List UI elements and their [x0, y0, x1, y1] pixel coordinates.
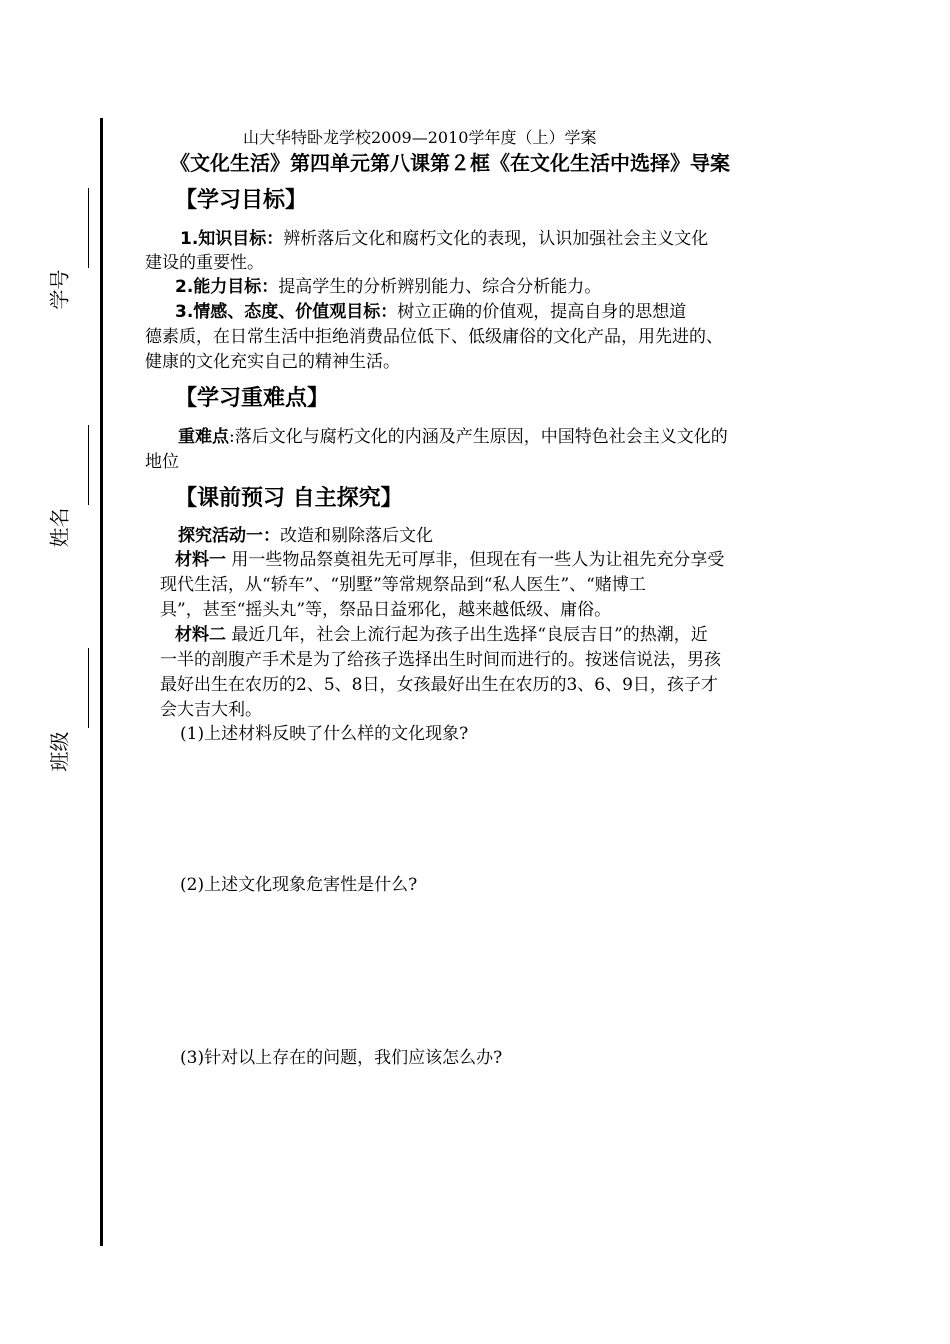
document-title: 《文化生活》第四单元第八课第２框《在文化生活中选择》导案	[170, 151, 730, 175]
activity-one-text: 改造和剔除落后文化	[280, 526, 433, 546]
class-label: 班级	[47, 731, 72, 772]
activity-one	[178, 524, 433, 548]
emotion-goal-label: 3.情感、态度、价值观目标：	[175, 302, 398, 322]
knowledge-goal-line1	[180, 227, 708, 251]
knowledge-goal-label: 1.知识目标：	[180, 229, 284, 249]
material-two-line1	[175, 623, 708, 647]
ability-goal-label: 2.能力目标：	[175, 277, 279, 297]
class-underline	[88, 648, 89, 728]
material-two-label: 材料二	[175, 625, 226, 645]
key-points-line2: 地位	[145, 452, 179, 472]
material-one-line2: 现代生活，从“轿车”、“别墅”等常规祭品到“私人医生”、“赌博工	[160, 575, 646, 595]
question-three: (3)针对以上存在的问题，我们应该怎么办?	[180, 1048, 503, 1068]
material-two-line2: 一半的剖腹产手术是为了给孩子选择出生时间而进行的。按迷信说法，男孩	[160, 650, 721, 670]
material-two-line3: 最好出生在农历的2、5、8日，女孩最好出生在农历的3、6、9日，孩子才	[160, 675, 718, 695]
student-id-label: 学号	[47, 269, 72, 310]
emotion-goal-line1	[175, 300, 686, 324]
material-one-label: 材料一	[175, 550, 226, 570]
knowledge-goal-text: 辨析落后文化和腐朽文化的表现，认识加强社会主义文化	[283, 229, 709, 249]
student-id-underline	[88, 188, 89, 268]
material-one-text: 用一些物品祭奠祖先无可厚非，但现在有一些人为让祖先充分享受	[226, 550, 725, 570]
key-points-heading: 【学习重难点】	[175, 386, 330, 411]
emotion-goal-line2: 德素质，在日常生活中拒绝消费品位低下、低级庸俗的文化产品，用先进的、	[145, 327, 723, 347]
material-two-line4: 会大吉大利。	[160, 700, 262, 720]
key-points-label: 重难点	[178, 427, 229, 447]
binding-line	[100, 118, 103, 1246]
activity-one-label: 探究活动一：	[178, 526, 280, 546]
question-one: (1)上述材料反映了什么样的文化现象?	[180, 724, 469, 744]
material-two-text: 最近几年，社会上流行起为孩子出生选择“良辰吉日”的热潮，近	[226, 625, 708, 645]
student-id-field	[28, 180, 88, 330]
emotion-goal-text: 树立正确的价值观，提高自身的思想道	[397, 302, 687, 322]
school-header: 山大华特卧龙学校2009—2010学年度（上）学案	[243, 128, 597, 147]
class-field	[28, 645, 88, 795]
preview-heading: 【课前预习 自主探究】	[175, 486, 403, 511]
knowledge-goal-line2: 建设的重要性。	[145, 253, 264, 273]
name-label: 姓名	[47, 507, 72, 548]
key-points-text: :落后文化与腐朽文化的内涵及产生原因，中国特色社会主义文化的	[229, 427, 728, 447]
ability-goal	[175, 275, 601, 299]
name-field	[28, 420, 88, 570]
key-points-line1	[178, 425, 728, 449]
emotion-goal-line3: 健康的文化充实自己的精神生活。	[145, 352, 400, 372]
goals-heading: 【学习目标】	[175, 188, 308, 213]
name-underline	[88, 425, 89, 505]
material-one-line3: 具”，甚至“摇头丸”等，祭品日益邪化，越来越低级、庸俗。	[160, 600, 612, 620]
question-two: (2)上述文化现象危害性是什么?	[180, 875, 418, 895]
material-one-line1	[175, 548, 724, 572]
ability-goal-text: 提高学生的分析辨别能力、综合分析能力。	[278, 277, 602, 297]
